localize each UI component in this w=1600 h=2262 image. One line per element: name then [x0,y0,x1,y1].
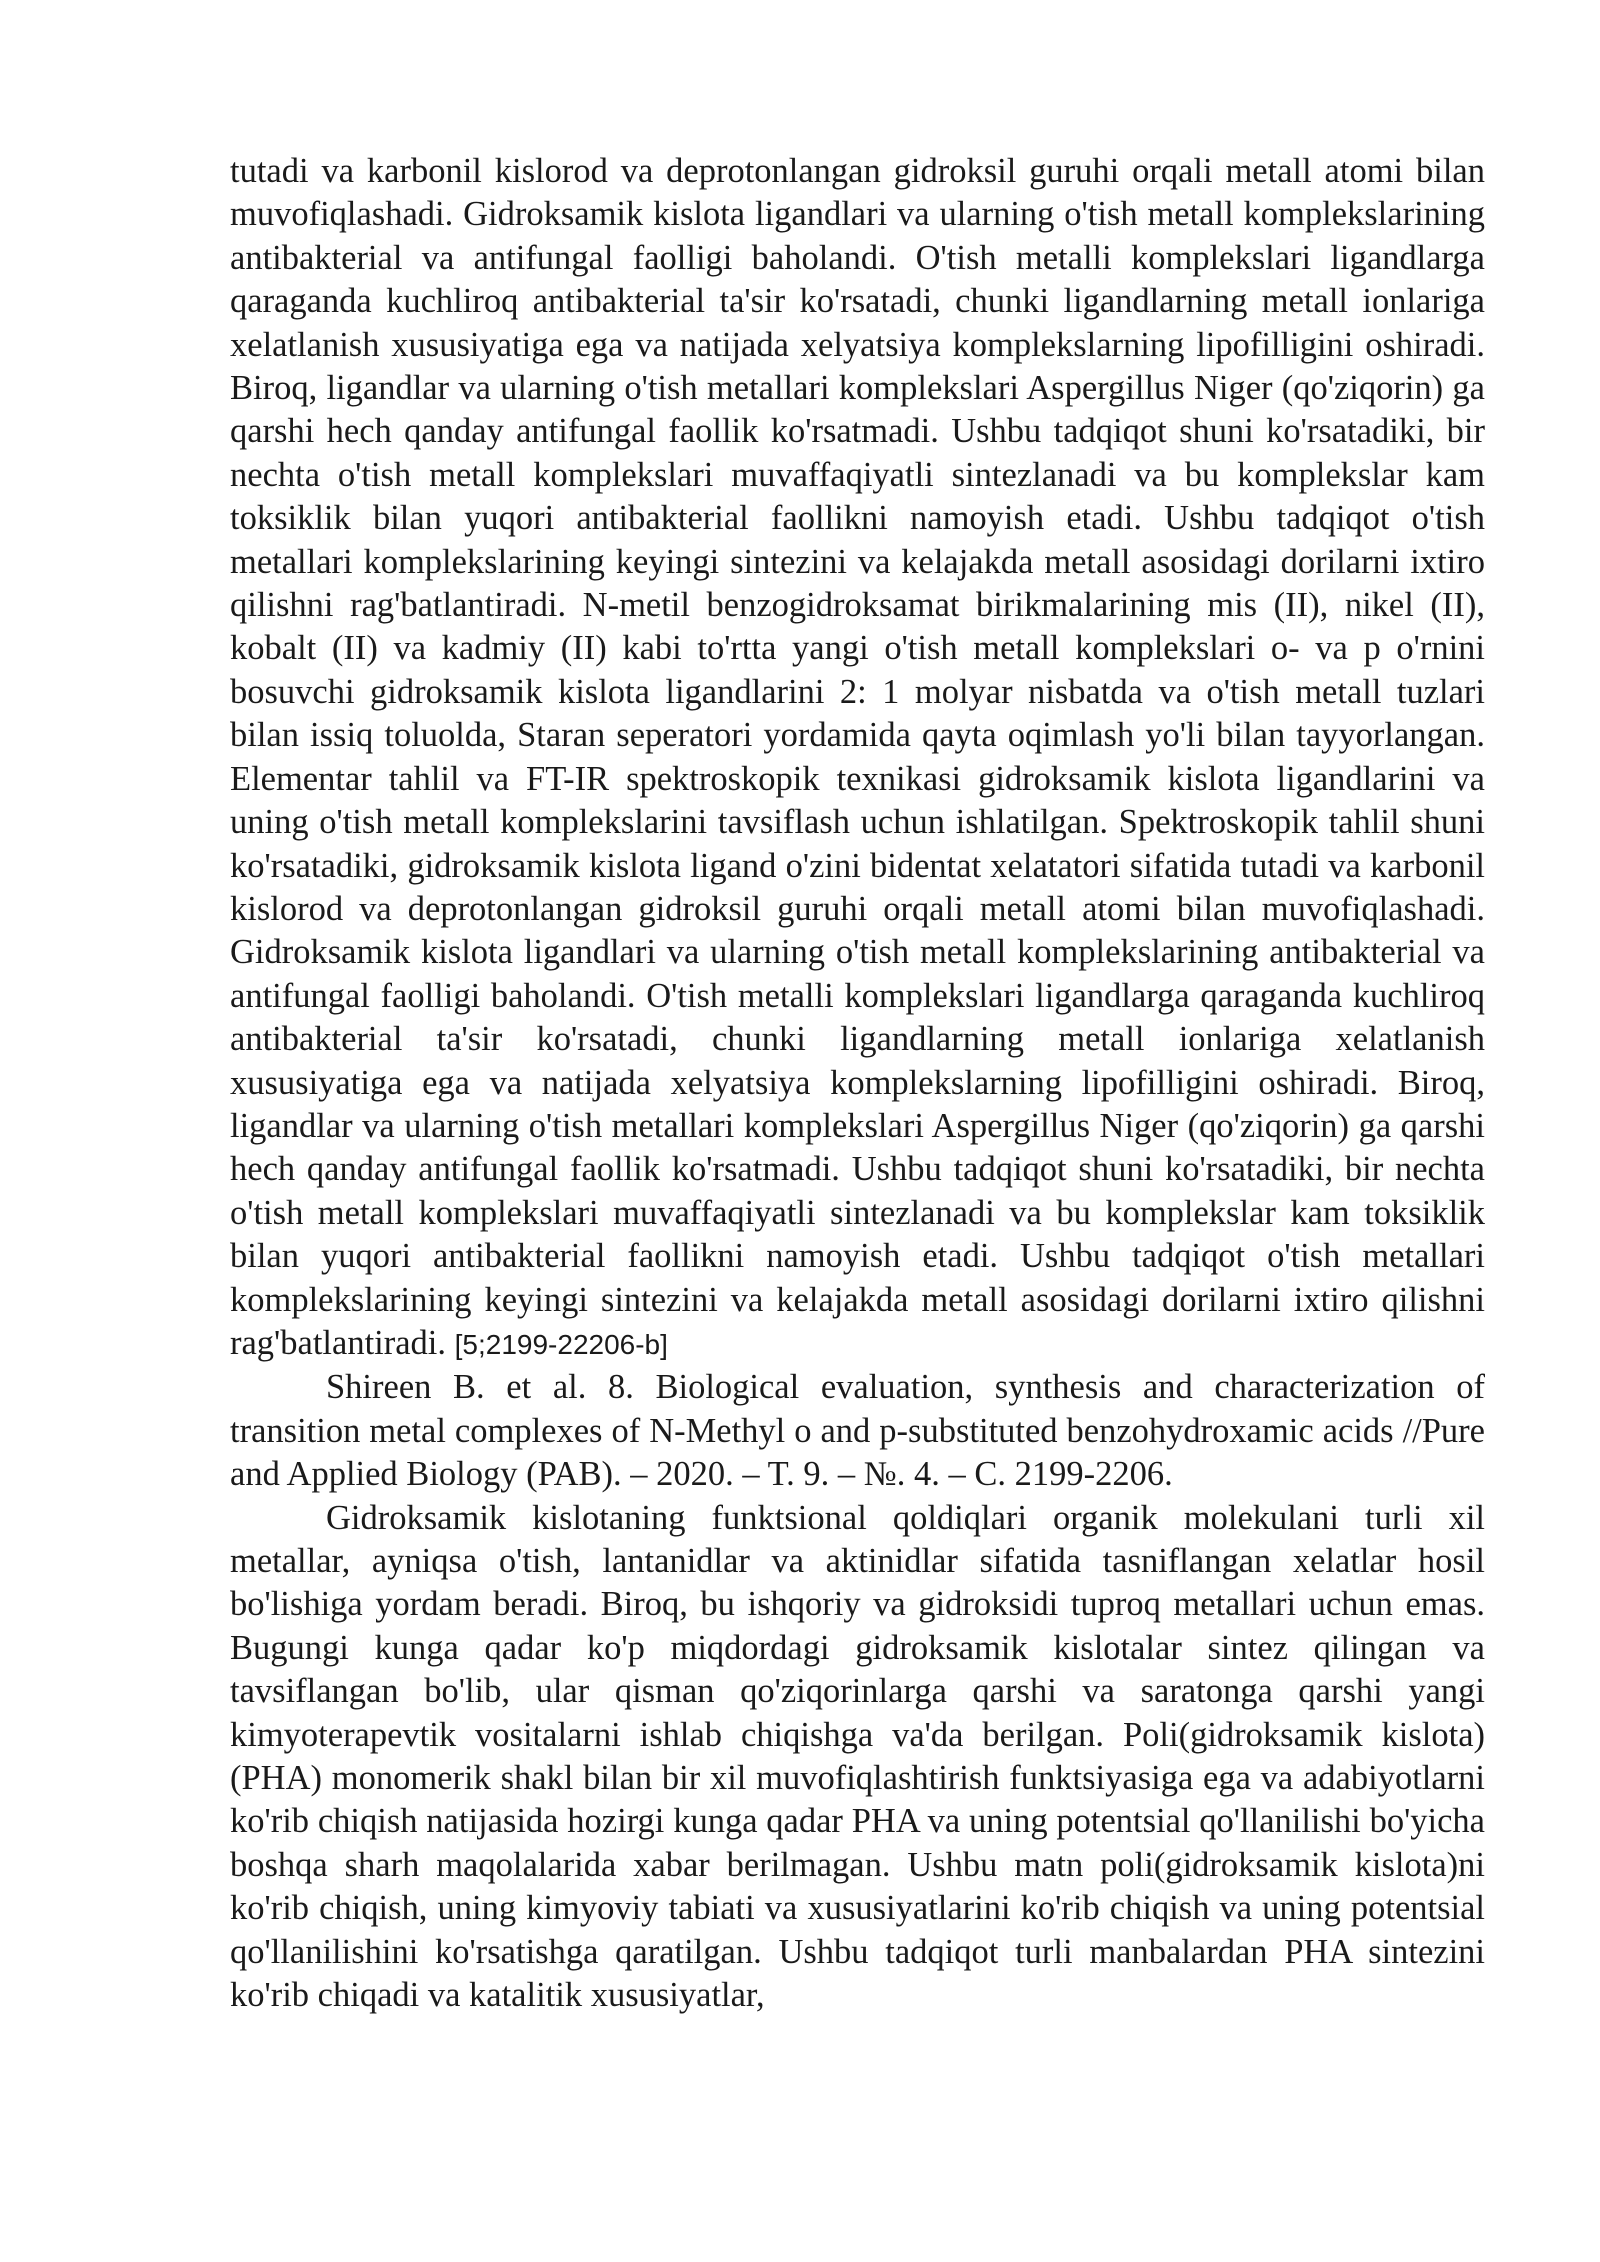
body-paragraph-1-text: tutadi va karbonil kislorod va deprotonlangan gidroksil guruhi orqali metall atomi bilan muvofiqlashadi. Gidroksamik kislota ligandlari va ularning o'tish metall komplekslarining antibakterial va antifungal faolligi baholandi. O'tish metalli komplekslari ligandlarga qaraganda kuchliroq antibakterial ta'sir ko'rsatadi, chunki ligandlarning metall ionlariga xelatlanish xususiyatiga ega va natijada xelyatsiya komplekslarning lipofilligini oshiradi. Biroq, ligandlar va ularning o'tish metallari komplekslari Aspergillus Niger (qo'ziqorin) ga qarshi hech qanday antifungal faollik ko'rsatmadi. Ushbu tadqiqot shuni ko'rsatadiki, bir nechta o'tish metall komplekslari muvaffaqiyatli sintezlanadi va bu komplekslar kam toksiklik bilan yuqori antibakterial faollikni namoyish etadi. Ushbu tadqiqot o'tish metallari komplekslarining keyingi sintezini va kelajakda metall asosidagi dorilarni ixtiro qilishni rag'batlantiradi. N-metil benzogidroksamat birikmalarining mis (II), nikel (II), kobalt (II) va kadmiy (II) kabi to'rtta yangi o'tish metall komplekslari o- va p o'rnini bosuvchi gidroksamik kislota ligandlarini 2: 1 molyar nisbatda va o'tish metall tuzlari bilan issiq toluolda, Staran seperatori yordamida qayta oqimlash yo'li bilan tayyorlangan. Elementar tahlil va FT-IR spektroskopik texnikasi gidroksamik kislota ligandlarini va uning o'tish metall komplekslarini tavsiflash uchun ishlatilgan. Spektroskopik tahlil shuni ko'rsatadiki, gidroksamik kislota ligand o'zini bidentat xelatatori sifatida tutadi va karbonil kislorod va deprotonlangan gidroksil guruhi orqali metall atomi bilan muvofiqlashadi. Gidroksamik kislota ligandlari va ularning o'tish metall komplekslarining antibakterial va antifungal faolligi baholandi. O'tish metalli komplekslari ligandlarga qaraganda kuchliroq antibakterial ta'sir ko'rsatadi, chunki ligandlarning metall ionlariga xelatlanish xususiyatiga ega va natijada xelyatsiya komplekslarning lipofilligini oshiradi. Biroq, ligandlar va ularning o'tish metallari komplekslari Aspergillus Niger (qo'ziqorin) ga qarshi hech qanday antifungal faollik ko'rsatmadi. Ushbu tadqiqot shuni ko'rsatadiki, bir nechta o'tish metall komplekslari muvaffaqiyatli sintezlanadi va bu komplekslar kam toksiklik bilan yuqori antibakterial faollikni namoyish etadi. Ushbu tadqiqot o'tish metallari komplekslarining keyingi sintezini va kelajakda metall asosidagi dorilarni ixtiro qilishni rag'batlantiradi. [230,152,1485,1362]
body-paragraph-1 [230,150,1485,1366]
reference-entry: Shireen B. et al. 8. Biological evaluation, synthesis and characterization of transition metal complexes of N-Methyl o and p-substituted benzohydroxamic acids //Pure and Applied Biology (PAB). – 2020. – T. 9. – №. 4. – C. 2199-2206. [230,1368,1485,1494]
document-page [230,150,1485,2017]
citation-reference: [5;2199-22206-b] [454,1328,668,1360]
body-paragraph-3: Gidroksamik kislotaning funktsional qoldiqlari organik molekulani turli xil metallar, ayniqsa o'tish, lantanidlar va aktinidlar sifatida tasniflangan xelatlar hosil bo'lishiga yordam beradi. Biroq, bu ishqoriy va gidroksidi tuproq metallari uchun emas. Bugungi kunga qadar ko'p miqdordagi gidroksamik kislotalar sintez qilingan va tavsiflangan bo'lib, ular qisman qo'ziqorinlarga qarshi va saratonga qarshi yangi kimyoterapevtik vositalarni ishlab chiqishga va'da berilgan. Poli(gidroksamik kislota) (PHA) monomerik shakl bilan bir xil muvofiqlashtirish funktsiyasiga ega va adabiyotlarni ko'rib chiqish natijasida hozirgi kunga qadar PHA va uning potentsial qo'llanilishi bo'yicha boshqa sharh maqolalarida xabar berilmagan. Ushbu matn poli(gidroksamik kislota)ni ko'rib chiqish, uning kimyoviy tabiati va xususiyatlarini ko'rib chiqish va uning potentsial qo'llanilishini ko'rsatishga qaratilgan. Ushbu tadqiqot turli manbalardan PHA sintezini ko'rib chiqadi va katalitik xususiyatlar, [230,1498,1485,2015]
